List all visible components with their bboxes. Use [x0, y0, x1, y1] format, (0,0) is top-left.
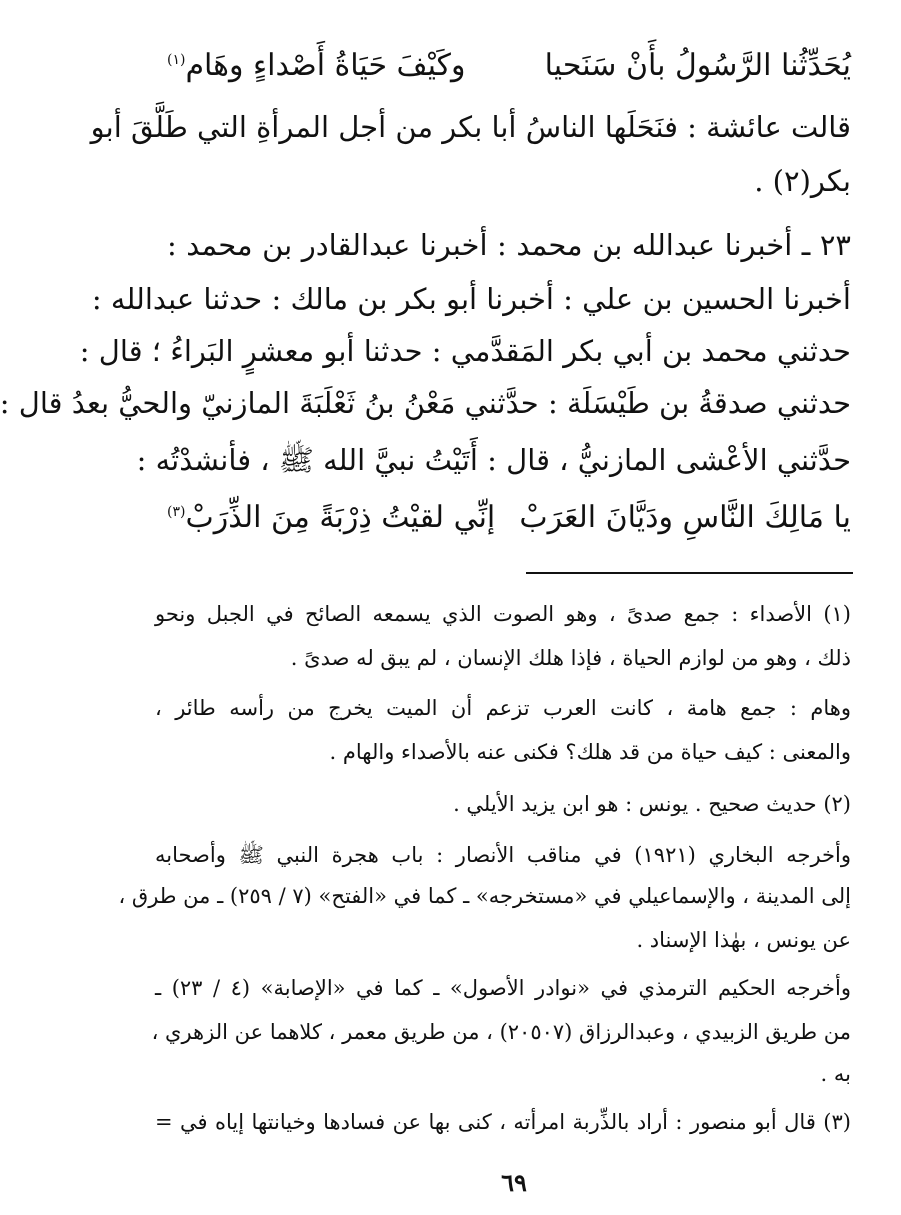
- hadith-23-line: ٢٣ ـ أخبرنا عبدالله بن محمد : أخبرنا عبدالقادر بن محمد :: [167, 228, 851, 262]
- main-text-line: قالت عائشة : فنَحَلَها الناسُ أبا بكر من أجل المرأةِ التي طَلَّقَ أبو: [90, 110, 851, 144]
- footnote-line: وأخرجه الحكيم الترمذي في «نوادر الأصول» ـ كما في «الإصابة» (٤ / ٢٣) ـ: [155, 976, 851, 1000]
- main-text-line: بكر(٢) .: [754, 164, 851, 198]
- footnote-line: عن يونس ، بهٰذا الإسناد .: [636, 928, 851, 952]
- footnote-line: وأخرجه البخاري (١٩٢١) في مناقب الأنصار : باب هجرة النبي ﷺ وأصحابه: [155, 843, 852, 867]
- footnote-line: (١) الأصداء : جمع صدىً ، وهو الصوت الذي يسمعه الصائح في الجبل ونحو: [155, 602, 851, 626]
- footnote-line: (٣) قال أبو منصور : أراد بالذِّربة امرأته ، كنى بها عن فسادها وخيانتها إياه في =: [155, 1110, 851, 1134]
- footnote-line: إلى المدينة ، والإسماعيلي في «مستخرجه» ـ كما في «الفتح» (٧ / ٢٥٩) ـ من طرق ،: [118, 884, 851, 908]
- main-text-line: حدثني صدقةُ بن طَيْسَلَة : حدَّثني مَعْنُ بنُ ثَعْلَبَةَ المازنيّ والحيُّ بعدُ قال :: [0, 386, 851, 420]
- footnote-separator: [526, 572, 853, 574]
- verse-line-2: [167, 500, 851, 535]
- verse-1-second-hemistich: [167, 48, 465, 83]
- verse-line-1: [167, 48, 851, 83]
- main-text-line: حدَّثني الأعْشى المازنيُّ ، قال : أَتَيْتُ نبيَّ الله ﷺ ، فأنشدْتُه :: [136, 443, 851, 477]
- verse-1-first-hemistich: يُحَدِّثُنا الرَّسُولُ بأَنْ سَنَحيا: [544, 48, 851, 83]
- footnote-line: (٢) حديث صحيح . يونس : هو ابن يزيد الأيلي .: [453, 792, 851, 816]
- footnote-line: وهام : جمع هامة ، كانت العرب تزعم أن الميت يخرج من رأسه طائر ،: [155, 696, 851, 720]
- footnote-line: به .: [820, 1062, 851, 1086]
- footnote-ref-1: (١): [167, 52, 186, 68]
- main-text-line: أخبرنا الحسين بن علي : أخبرنا أبو بكر بن مالك : حدثنا عبدالله :: [91, 282, 851, 316]
- page-number: ٦٩: [501, 1168, 527, 1197]
- verse-1-second-hemistich-text: وكَيْفَ حَيَاةُ أَصْداءٍ وهَام: [185, 48, 466, 83]
- verse-2-second-hemistich-text: إنِّي لقيْتُ ذِرْبَةً مِنَ الذِّرَبْ: [185, 500, 496, 535]
- footnote-ref-3: (٣): [167, 504, 186, 520]
- footnote-line: ذلك ، وهو من لوازم الحياة ، فإذا هلك الإنسان ، لم يبق له صدىً .: [290, 646, 851, 670]
- footnote-line: والمعنى : كيف حياة من قد هلك؟ فكنى عنه بالأصداء والهام .: [329, 740, 851, 764]
- footnote-line: من طريق الزبيدي ، وعبدالرزاق (٢٠٥٠٧) ، من طريق معمر ، كلاهما عن الزهري ،: [151, 1020, 851, 1044]
- verse-2-second-hemistich: [167, 500, 495, 535]
- verse-2-first-hemistich: يا مَالِكَ النَّاسِ ودَيَّانَ العَرَبْ: [519, 500, 851, 535]
- main-text-line: حدثني محمد بن أبي بكر المَقدَّمي : حدثنا أبو معشرٍ البَراءُ ؛ قال :: [79, 334, 851, 368]
